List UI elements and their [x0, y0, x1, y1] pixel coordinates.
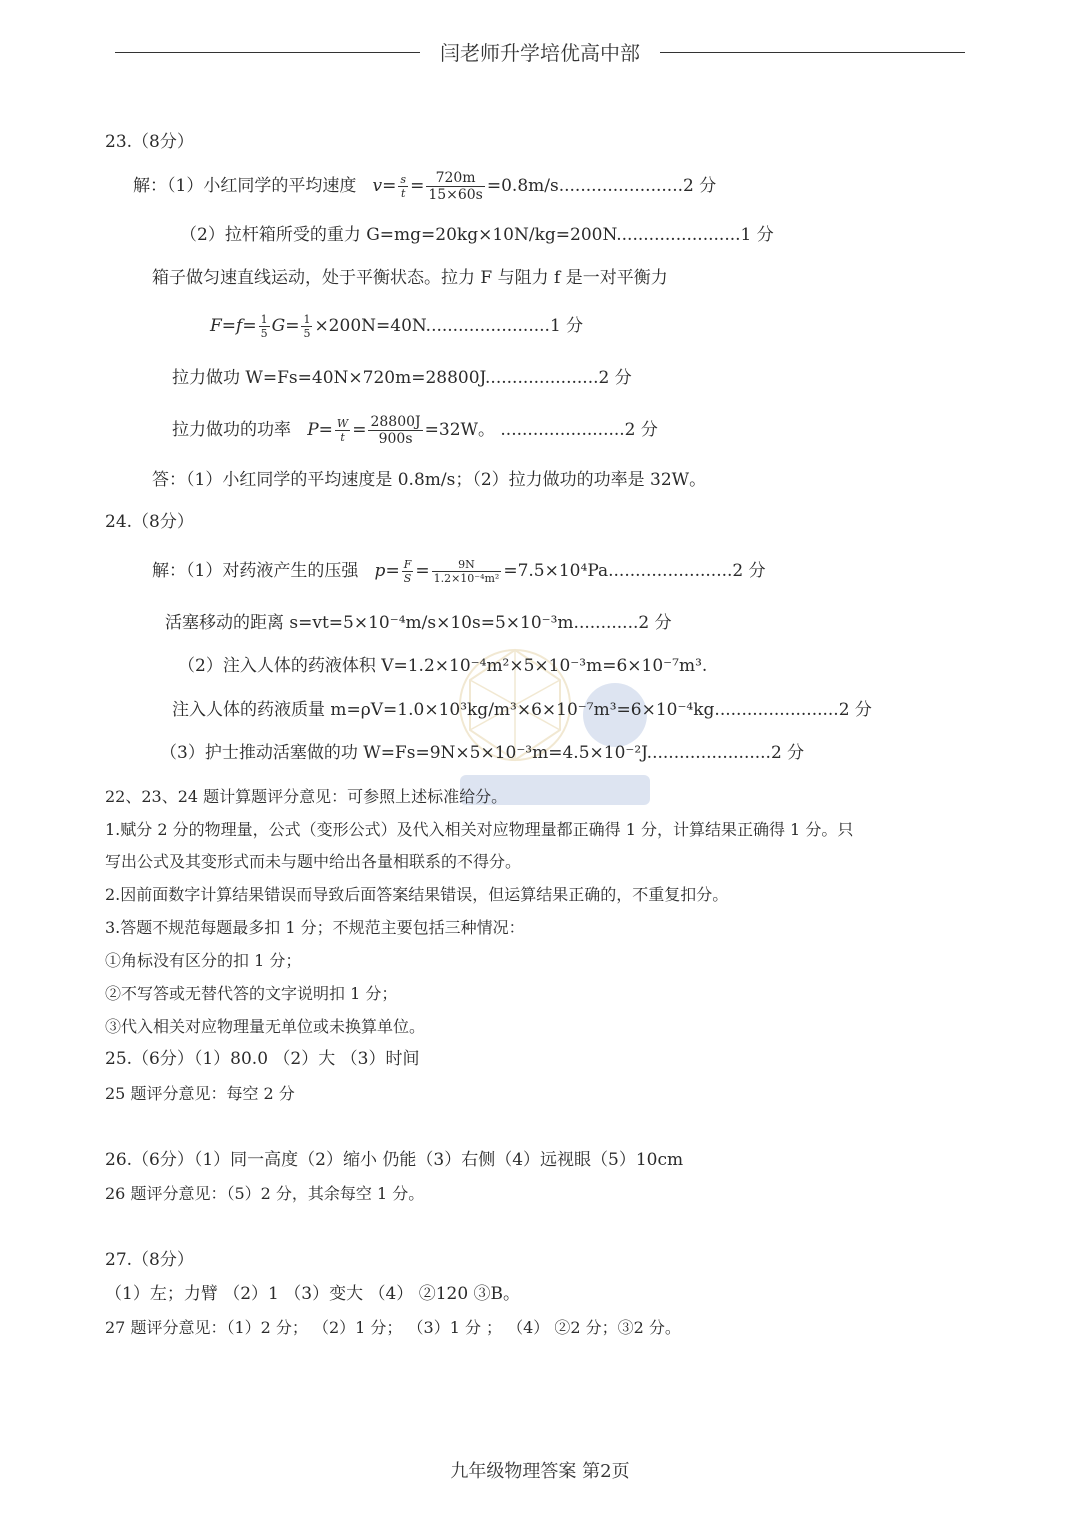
q23-title: 23.（8分） [105, 132, 194, 152]
q23-line4: F=f= $\frac{1}{5}$ G= $\frac{1}{5}$ ×200N=40N.......................1 分 [210, 313, 584, 340]
q26-grading: 26 题评分意见：（5）2 分，其余每空 1 分。 [105, 1184, 425, 1203]
fraction-denominator: 15×60s [428, 187, 483, 203]
q23-line3: 箱子做匀速直线运动，处于平衡状态。拉力 F 与阻力 f 是一对平衡力 [152, 268, 668, 288]
q27-title: 27.（8分） [105, 1250, 194, 1270]
q23-line5: 拉力做功 W=Fs=40N×720m=28800J.....................2 分 [172, 368, 632, 388]
q24-line3: （2）注入人体的药液体积 V=1.2×10⁻⁴m²×5×10⁻³m=6×10⁻⁷m³. [178, 656, 708, 676]
q23-line2: （2）拉杆箱所受的重力 G=mg=20kg×10N/kg=200N.......................1 分 [180, 225, 774, 245]
grading-line: 写出公式及其变形式而未与题中给出各量相联系的不得分。 [105, 852, 522, 871]
fraction-numerator: 720m [426, 170, 485, 187]
q26-answer: 26.（6分）（1）同一高度（2）缩小 仍能（3）右侧（4）远视眼（5）10cm [105, 1150, 684, 1170]
q25-grading: 25 题评分意见：每空 2 分 [105, 1084, 295, 1103]
fraction: $\frac{1}{5}$ [260, 313, 268, 340]
q24-line2: 活塞移动的距离 s=vt=5×10⁻⁴m/s×10s=5×10⁻³m............2 分 [165, 613, 672, 633]
grading-line: 2.因前面数字计算结果错误而导致后面答案结果错误，但运算结果正确的，不重复扣分。 [105, 885, 729, 904]
header-title: 闫老师升学培优高中部 [428, 41, 652, 65]
q24-title: 24.（8分） [105, 512, 194, 532]
q23-line6: 拉力做功的功率 P= $\frac{W}{t}$ = $\frac{28800J}{900s}$ =32W。 .......................2 分 [172, 414, 658, 447]
q23-line1-result: =0.8m/s.......................2 分 [486, 176, 717, 196]
fraction: $\frac{F}{S}$ [403, 558, 412, 585]
q27-answer: （1）左；力臂 （2）1 （3）变大 （4） ②120 ③B。 [105, 1284, 521, 1304]
q23-line6-label: 拉力做功的功率 [172, 420, 291, 440]
grading-line: 3.答题不规范每题最多扣 1 分；不规范主要包括三种情况： [105, 918, 525, 937]
q24-line1: 解：（1）对药液产生的压强 p= $\frac{F}{S}$ = $\frac{9N}{\text{1.2×10⁻⁴m²}}$ =7.5×10⁴Pa.......................2 分 [152, 558, 766, 585]
q23-line6-result: =32W。 .......................2 分 [424, 420, 658, 440]
q23-line1-label: 解：（1）小红同学的平均速度 [133, 176, 357, 196]
fraction-denominator: 900s [378, 431, 413, 447]
q24-line1-label: 解：（1）对药液产生的压强 [152, 561, 359, 581]
q23-line4-result: ×200N=40N.......................1 分 [314, 316, 584, 336]
fraction [368, 414, 422, 447]
fraction: $\frac{s}{t}$ [400, 173, 407, 200]
fraction: $\frac{W}{t}$ [336, 417, 349, 444]
q23-line1: 解：（1）小红同学的平均速度 v= $\frac{s}{t}$ = $\frac{720m}{15\times 60s}$ =0.8m/s.......................2 分 [133, 170, 717, 203]
fraction-denominator: 1.2×10⁻⁴m² [433, 572, 500, 585]
q25-answer: 25.（6分）（1）80.0 （2）大 （3）时间 [105, 1049, 420, 1069]
grading-line: 22、23、24 题计算题评分意见：可参照上述标准给分。 [105, 787, 508, 806]
q24-line1-result: =7.5×10⁴Pa.......................2 分 [503, 561, 766, 581]
q24-line5: （3）护士推动活塞做的功 W=Fs=9N×5×10⁻³m=4.5×10⁻²J.......................2 分 [160, 743, 805, 763]
fraction-numerator: 9N [432, 558, 502, 572]
grading-line: ②不写答或无替代答的文字说明扣 1 分； [105, 984, 398, 1003]
grading-line: 1.赋分 2 分的物理量，公式（变形公式）及代入相关对应物理量都正确得 1 分，计算结果正确得 1 分。只 [105, 820, 854, 839]
grading-line: ③代入相关对应物理量无单位或未换算单位。 [105, 1017, 426, 1036]
q23-answer: 答：（1）小红同学的平均速度是 0.8m/s；（2）拉力做功的功率是 32W。 [152, 470, 707, 490]
q27-grading: 27 题评分意见：（1）2 分； （2）1 分； （3）1 分 ； （4） ②2 分；③2 分。 [105, 1318, 681, 1337]
fraction-numerator: 28800J [370, 414, 421, 430]
page-header [0, 38, 1080, 68]
fraction [426, 170, 485, 203]
page-footer: 九年级物理答案 第2页 [450, 1461, 630, 1482]
fraction [432, 558, 502, 585]
q24-line4: 注入人体的药液质量 m=ρV=1.0×10³kg/m³×6×10⁻⁷m³=6×10⁻⁴kg.......................2 分 [172, 700, 872, 720]
grading-line: ①角标没有区分的扣 1 分； [105, 951, 302, 970]
fraction: $\frac{1}{5}$ [303, 313, 311, 340]
